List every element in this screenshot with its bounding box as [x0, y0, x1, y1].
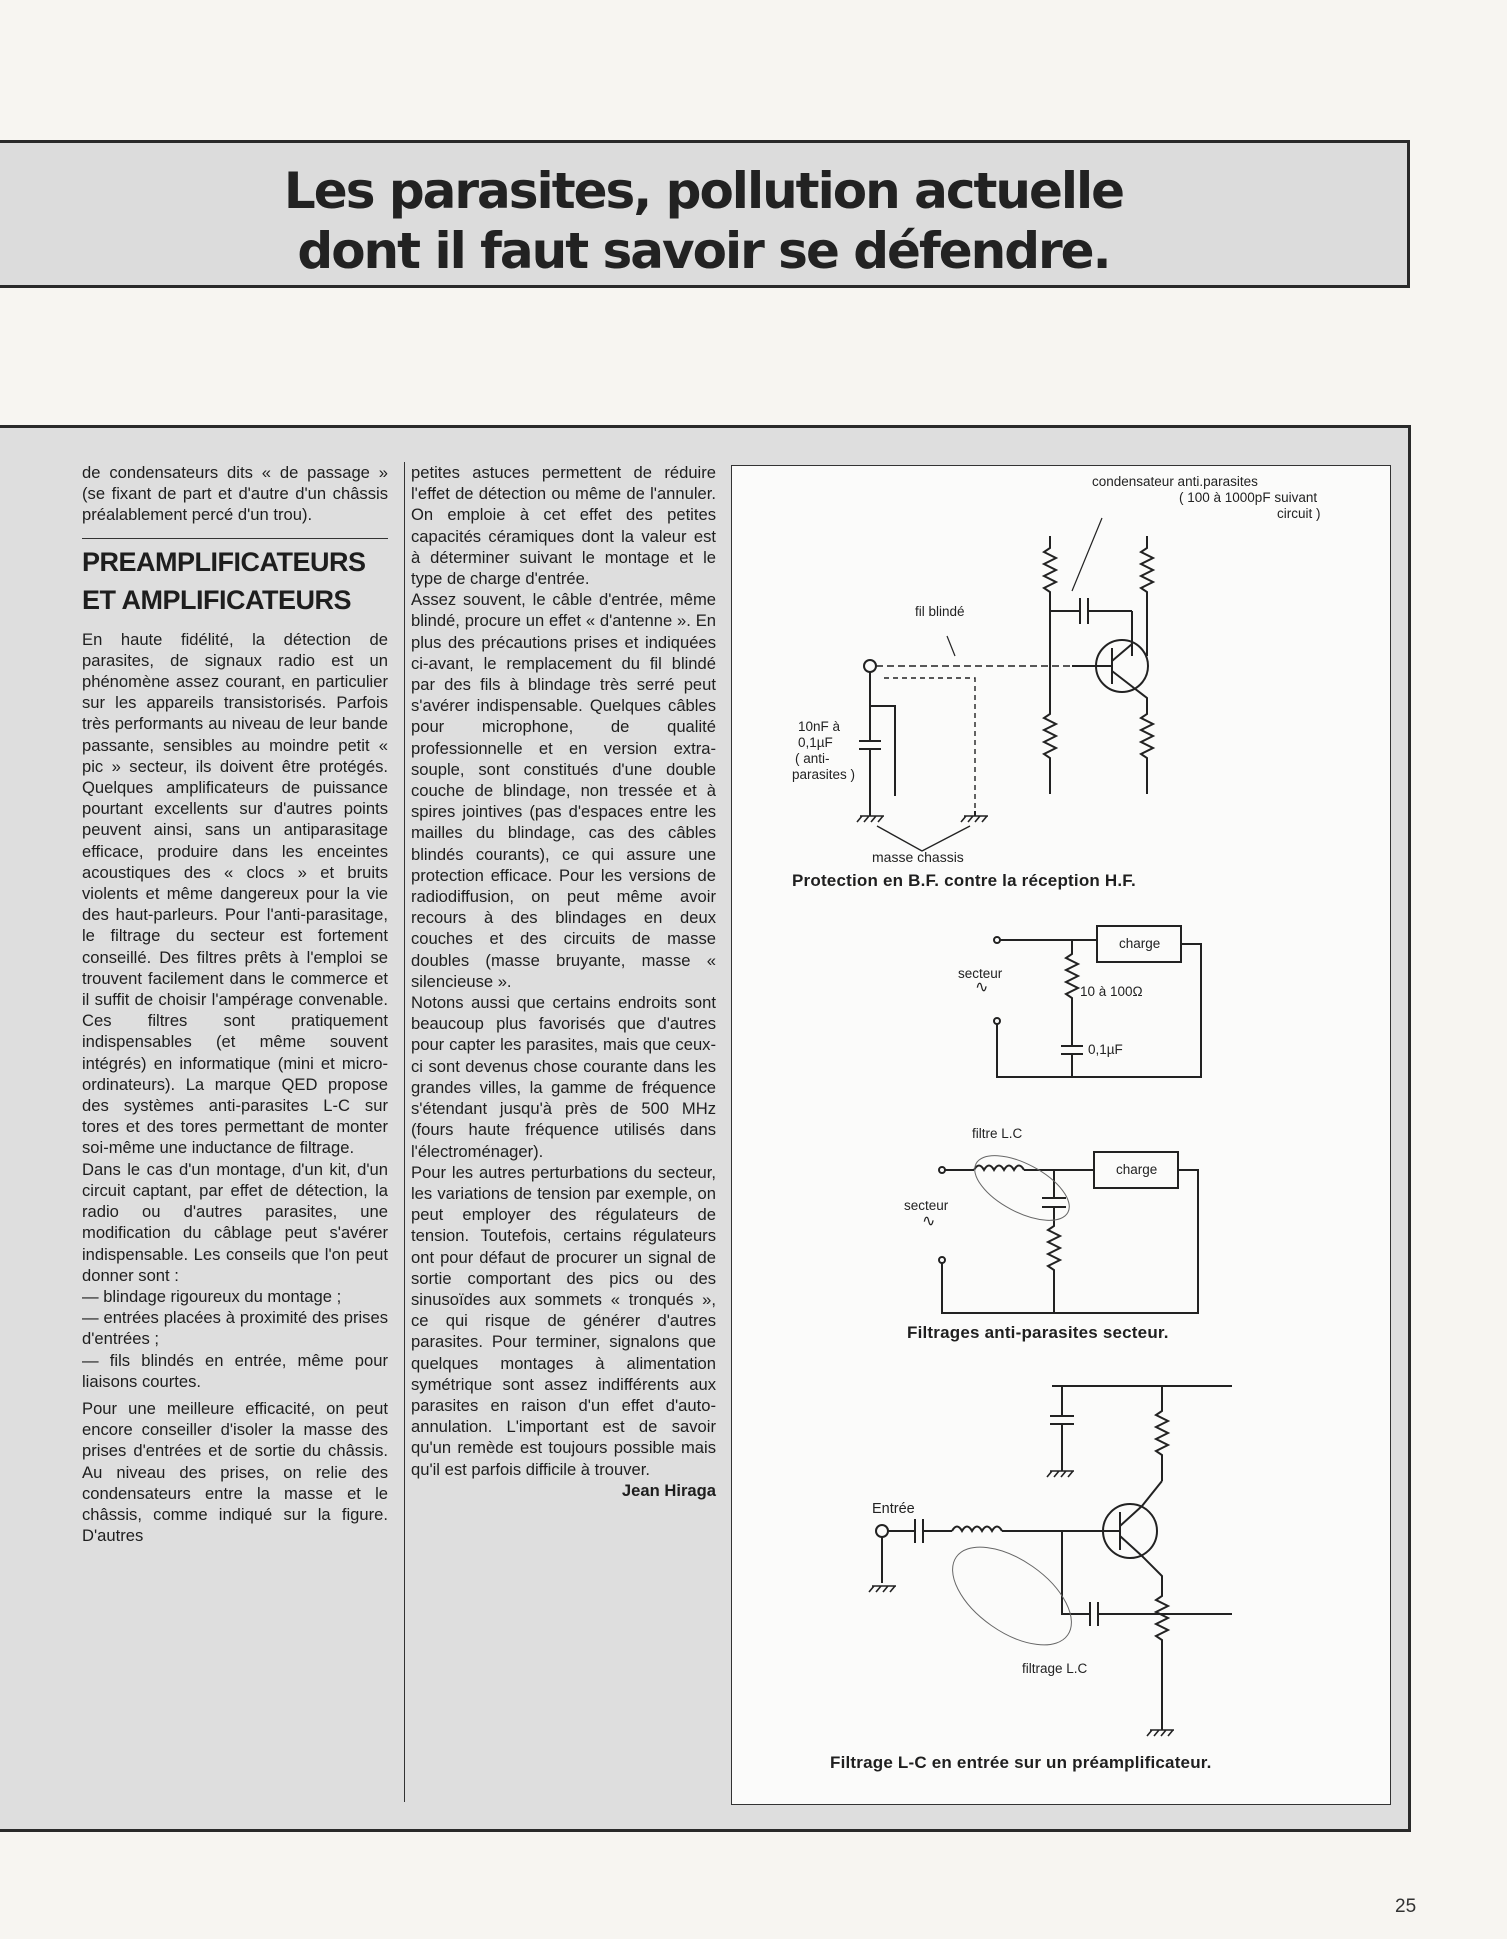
- title-banner: [0, 140, 1410, 288]
- label-charge: charge: [1119, 936, 1161, 951]
- label-capacity: 0,1µF: [1088, 1042, 1123, 1057]
- list-item: — entrées placées à proximité des prises d'entrées ;: [82, 1308, 388, 1349]
- label-charge: charge: [1116, 1162, 1158, 1177]
- heading-line-2: ET AMPLIFICATEURS: [82, 584, 351, 615]
- label-01uf: 0,1µF: [798, 735, 833, 750]
- title-line-1: Les parasites, pollution actuelle: [283, 162, 1124, 220]
- list-item: — fils blindés en entrée, même pour liaisons courtes.: [82, 1350, 388, 1391]
- label-anti: ( anti-: [795, 751, 830, 766]
- caption-fig4: Filtrage L-C en entrée sur un préamplificateur.: [830, 1753, 1212, 1772]
- label-condensateur-value: ( 100 à 1000pF suivant: [1179, 490, 1318, 505]
- title-line-2: dont il faut savoir se défendre.: [297, 222, 1110, 280]
- heading-line-1: PREAMPLIFICATEURS: [82, 546, 366, 577]
- label-secteur: secteur: [904, 1198, 949, 1213]
- column-1: [82, 462, 388, 1546]
- label-parasites: parasites ): [792, 767, 856, 782]
- ac-symbol: ∿: [922, 1213, 936, 1230]
- caption-fig3: Filtrages anti-parasites secteur.: [907, 1323, 1169, 1342]
- page-title: [0, 161, 1407, 281]
- section-heading: [82, 538, 388, 619]
- paragraph: En haute fidélité, la détection de parasites, de signaux radio est un phénomène assez courant, en particulier sur les appareils transistorisés. Parfois très performants au niveau de leur bande passante, sensibles au moindre petit « pic » secteur, ils doivent être protégés. Quelques amplificateurs de puissance pourtant excellents sur d'autres points peuvent ainsi, sans un antiparasitage efficace, produire dans les enceintes acoustiques des « clocs » et bruits violents et même dangereux pour la vie des haut-parleurs. Pour l'anti-parasitage, le filtrage du secteur est fortement conseillé. Des filtres prêts à l'emploi se trouvent facilement dans le commerce et il suffit de choisir l'ampérage convenable. Ces filtres sont pratiquement indispensables (et même souvent intégrés) en informatique (mini et micro-ordinateurs). La marque QED propose des systèmes anti-parasites L-C sur tores et des tores permettant de monter soi-même une inductance de filtrage.: [82, 629, 388, 1158]
- label-secteur: secteur: [958, 966, 1003, 981]
- schematic-preamp-lc: [869, 1386, 1232, 1736]
- figures-panel: [731, 465, 1391, 1805]
- paragraph: petites astuces permettent de réduire l'effet de détection ou même de l'annuler. On emploie à cet effet des petites capacités céramiques dont la valeur est à déterminer suivant le montage et le type de charge d'entrée.: [411, 463, 716, 589]
- paragraph: Assez souvent, le câble d'entrée, même blindé, procure un effet « d'antenne ». En plus des précautions prises et indiquées ci-avant, le remplacement du fil blindé par des fils à blindage très serré peut s'avérer indispensable. Quelques câbles pour microphone, de qualité professionnelle et en version extra-souple, sont constitués d'une double couche de blindage, non tressée et à spires jointives (pas d'espaces entre les mailles du blindage, cas des câbles blindés courants), ce qui assure une protection efficace. Pour les versions de radiodiffusion, on peut même avoir recours à des blindages en deux couches et des circuits de masse doubles (masse bruyante, masse « silencieuse ».: [411, 590, 716, 991]
- label-resistance: 10 à 100Ω: [1080, 984, 1143, 999]
- label-condensateur-circuit: circuit ): [1277, 506, 1321, 521]
- caption-fig1: Protection en B.F. contre la réception H.F.: [792, 871, 1136, 890]
- intro-paragraph: de condensateurs dits « de passage » (se fixant de part et d'autre d'un châssis préalablement percé d'un trou).: [82, 463, 388, 525]
- label-masse-chassis: masse chassis: [872, 849, 964, 865]
- label-entree: Entrée: [872, 1501, 915, 1517]
- label-10nf: 10nF à: [798, 719, 841, 734]
- paragraph: Pour une meilleure efficacité, on peut encore conseiller d'isoler la masse des prises d'entrées et de sortie du châssis. Au niveau des prises, on relie des condensateurs entre la masse et le châssis, comme indiqué sur la figure. D'autres: [82, 1398, 388, 1546]
- label-fil-blinde: fil blindé: [915, 604, 965, 619]
- column-2: [411, 462, 716, 1501]
- column-divider: [404, 462, 405, 1802]
- list-item: — blindage rigoureux du montage ;: [82, 1286, 342, 1306]
- ac-symbol: ∿: [975, 979, 989, 996]
- paragraph: [411, 1162, 716, 1500]
- schematic-bf-protection: [857, 518, 1153, 851]
- schematic-secteur-lc: [939, 1142, 1198, 1313]
- paragraph: Dans le cas d'un montage, d'un kit, d'un circuit captant, par effet de détection, la radio ou d'autres parasites, une modification du câblage peut s'avérer indispensable. Les conseils que l'on peut donner sont :: [82, 1159, 388, 1285]
- page-number: 25: [1395, 1896, 1417, 1917]
- author-signature: Jean Hiraga: [621, 1480, 716, 1500]
- paragraph: Notons aussi que certains endroits sont beaucoup plus favorisés que d'autres pour capter les parasites, mais que ceux-ci sont devenus chose courante dans les grandes villes, la gamme de fréquence s'étendant jusqu'à près de 500 MHz (fours haute fréquence utilisés dans l'électroménager).: [411, 993, 716, 1161]
- schematics-drawing: [732, 466, 1392, 1806]
- label-filtrage-lc: filtrage L.C: [1022, 1661, 1088, 1676]
- paragraph-text: Pour les autres perturbations du secteur, les variations de tension par exemple, on peut employer des régulateurs de tension. Toutefois, certains régulateurs ont pour défaut de procurer un signal de sortie comportant des pics ou des sinusoïdes aux sommets « tronqués », ce qui risque de générer d'autres parasites. Pour terminer, signalons que quelques montages à alimentation symétrique sont assez indifférents aux parasites en raison d'un effet d'auto-annulation. L'important est de savoir qu'un remède est toujours possible mais qu'il est parfois difficile à trouver.: [411, 1162, 716, 1479]
- label-filtre-lc: filtre L.C: [972, 1126, 1023, 1141]
- label-condensateur: condensateur anti.parasites: [1092, 474, 1258, 489]
